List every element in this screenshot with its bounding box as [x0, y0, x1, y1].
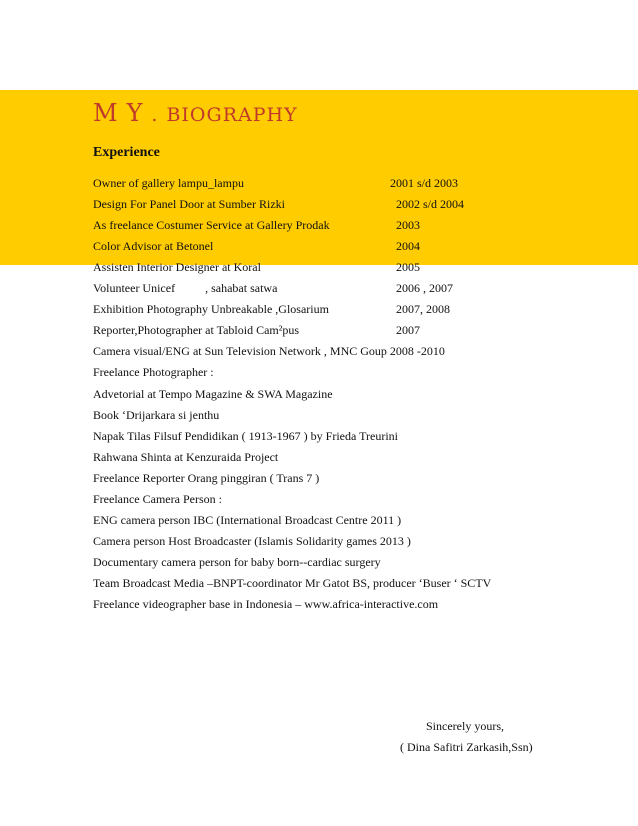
experience-description: Freelance Camera Person : [93, 491, 222, 506]
experience-row [93, 320, 543, 340]
title-biography: BIOGRAPHY [166, 104, 298, 126]
experience-description: Freelance videographer base in Indonesia – www.africa-interactive.com [93, 597, 439, 611]
experience-row [93, 489, 543, 509]
experience-row [93, 573, 543, 593]
experience-description: Freelance Photographer : [93, 365, 214, 380]
signoff-name: ( Dina Safitri Zarkasih,Ssn) [400, 740, 533, 754]
experience-row [93, 236, 543, 256]
experience-description: As freelance Costumer Service at Gallery Prodak [93, 218, 330, 233]
experience-row [93, 552, 543, 572]
experience-year: 2006 , 2007 [396, 281, 453, 296]
experience-description: Team Broadcast Media –BNPT-coordinator Mr Gatot BS, producer ‘Buser ‘ SCTV [93, 575, 492, 590]
experience-year: 2003 [396, 218, 420, 233]
experience-description: Exhibition Photography Unbreakable ,Glosarium [93, 302, 329, 317]
experience-row [93, 341, 543, 361]
experience-description: Camera visual/ENG at Sun Television Network , MNC Goup 2008 -2010 [93, 344, 445, 359]
experience-row [93, 278, 543, 298]
title-initial-y: Y [126, 99, 144, 127]
experience-description: Napak Tilas Filsuf Pendidikan ( 1913-1967 ) by Frieda Treurini [93, 428, 398, 443]
experience-year: 2005 [396, 260, 420, 275]
experience-row [93, 447, 543, 467]
title-initial-m: M [93, 99, 119, 127]
experience-description: Reporter,Photographer at Tabloid Cam²pus [93, 323, 300, 338]
experience-description: Volunteer Unicef , sahabat satwa [93, 281, 278, 296]
experience-description: Design For Panel Door at Sumber Rizki [93, 197, 285, 212]
experience-row [93, 257, 543, 277]
experience-row [93, 384, 543, 404]
experience-row [93, 299, 543, 319]
experience-year: 2004 [396, 239, 420, 254]
experience-description: Book ‘Drijarkara si jenthu [93, 407, 220, 422]
experience-row [93, 426, 543, 446]
experience-description: Rahwana Shinta at Kenzuraida Project [93, 449, 279, 464]
experience-description: Freelance Reporter Orang pinggiran ( Trans 7 ) [93, 470, 320, 485]
signoff-closing: Sincerely yours, [426, 719, 504, 733]
experience-row [93, 215, 543, 235]
experience-row [93, 531, 543, 551]
experience-description: Color Advisor at Betonel [93, 239, 214, 254]
experience-year: 2002 s/d 2004 [396, 197, 465, 212]
experience-row [93, 173, 543, 193]
experience-year: 2007 [396, 323, 420, 338]
experience-description: Advetorial at Tempo Magazine & SWA Magazine [93, 386, 333, 401]
experience-year: 2001 s/d 2003 [390, 176, 459, 190]
experience-row [93, 405, 543, 425]
section-heading-experience: Experience [93, 145, 160, 160]
experience-description: Documentary camera person for baby born--cardiac surgery [93, 554, 381, 569]
experience-row [93, 594, 543, 614]
title-dot: . [151, 104, 159, 126]
experience-description: Camera person Host Broadcaster (Islamis Solidarity games 2013 ) [93, 533, 411, 548]
experience-row [93, 362, 543, 382]
page-title [93, 99, 298, 127]
experience-row [93, 194, 543, 214]
experience-row [93, 468, 543, 488]
experience-description: ENG camera person IBC (International Broadcast Centre 2011 ) [93, 512, 402, 527]
experience-year: 2007, 2008 [396, 302, 450, 317]
experience-description: Assisten Interior Designer at Koral [93, 260, 261, 275]
experience-row [93, 510, 543, 530]
experience-description: Owner of gallery lampu_lampu [93, 176, 244, 190]
